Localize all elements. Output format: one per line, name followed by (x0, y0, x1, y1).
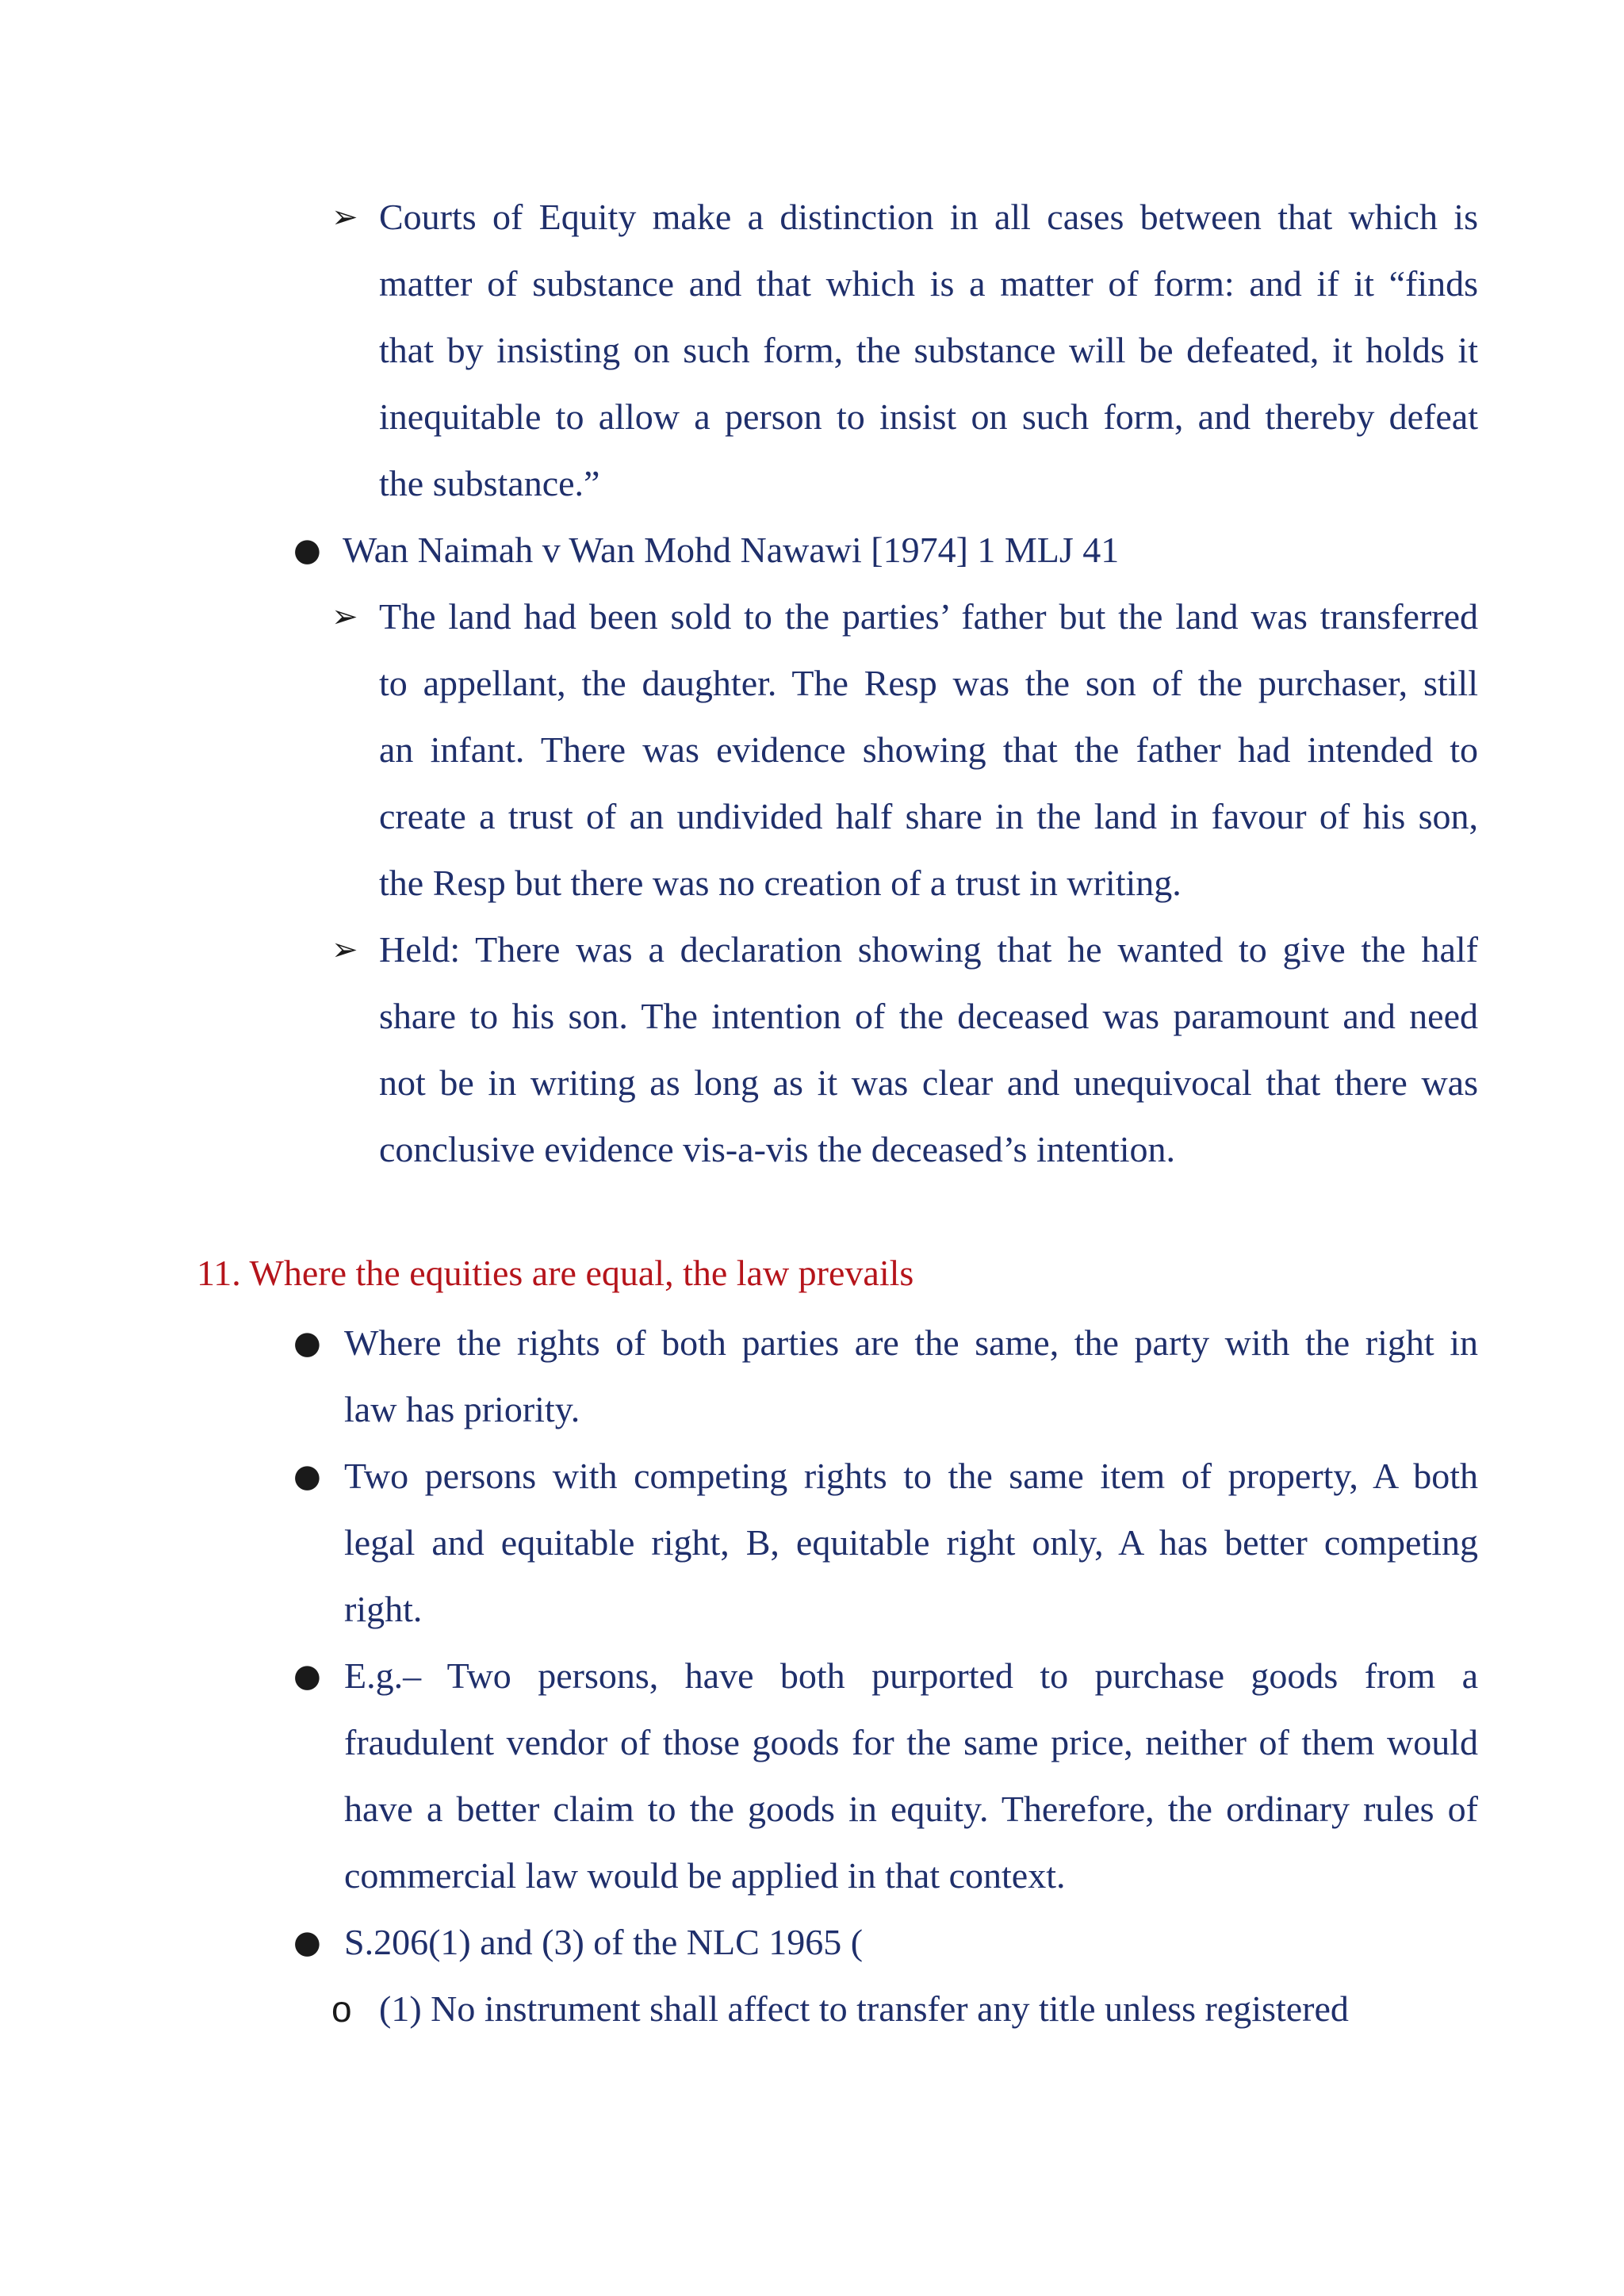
bullet-icon: ● (293, 1924, 321, 1961)
paragraph-line: right. (344, 1589, 423, 1629)
paragraph-line: fraudulent vendor of those goods for the same price, neither of them would (344, 1722, 1478, 1762)
paragraph-line: matter of substance and that which is a matter of form: and if it “finds (379, 263, 1478, 304)
circle-bullet-icon: o (331, 1988, 352, 2030)
arrow-bullet-icon: ➢ (331, 932, 358, 968)
paragraph-line: The land had been sold to the parties’ father but the land was transferred (379, 596, 1478, 637)
paragraph-line: the Resp but there was no creation of a trust in writing. (379, 863, 1182, 903)
bullet-icon: ● (293, 1458, 321, 1494)
paragraph-line: Where the rights of both parties are the same, the party with the right in (344, 1322, 1478, 1363)
paragraph-line: an infant. There was evidence showing that the father had intended to (379, 729, 1478, 770)
paragraph-line: E.g.– Two persons, have both purported to purchase goods from a (344, 1655, 1478, 1696)
bullet-icon: ● (293, 1658, 321, 1694)
arrow-bullet-icon: ➢ (331, 199, 358, 235)
arrow-bullet-icon: ➢ (331, 599, 358, 635)
case-citation: Wan Naimah v Wan Mohd Nawawi [1974] 1 MLJ 41 (343, 530, 1120, 570)
paragraph-line: Courts of Equity make a distinction in all cases between that which is (379, 197, 1478, 237)
paragraph-line: share to his son. The intention of the deceased was paramount and need (379, 996, 1478, 1036)
bullet-icon: ● (293, 532, 321, 568)
paragraph-line: S.206(1) and (3) of the NLC 1965 ( (344, 1922, 864, 1962)
paragraph-line: Held: There was a declaration showing that he wanted to give the half (379, 929, 1478, 970)
paragraph-line: commercial law would be applied in that context. (344, 1855, 1066, 1896)
paragraph-line: law has priority. (344, 1389, 580, 1429)
paragraph-line: (1) No instrument shall affect to transfer any title unless registered (379, 1988, 1349, 2029)
paragraph-line: the substance.” (379, 463, 600, 503)
paragraph-line: that by insisting on such form, the substance will be defeated, it holds it (379, 330, 1478, 370)
bullet-icon: ● (293, 1325, 321, 1361)
paragraph-line: to appellant, the daughter. The Resp was the son of the purchaser, still (379, 663, 1478, 703)
paragraph-line: have a better claim to the goods in equity. Therefore, the ordinary rules of (344, 1789, 1478, 1829)
paragraph-line: not be in writing as long as it was clear and unequivocal that there was (379, 1062, 1478, 1103)
paragraph-line: create a trust of an undivided half share in the land in favour of his son, (379, 796, 1478, 836)
paragraph-line: inequitable to allow a person to insist on such form, and thereby defeat (379, 396, 1478, 437)
paragraph-line: legal and equitable right, B, equitable right only, A has better competing (344, 1522, 1478, 1563)
paragraph-line: conclusive evidence vis-a-vis the deceased’s intention. (379, 1129, 1175, 1169)
paragraph-line: Two persons with competing rights to the same item of property, A both (344, 1456, 1478, 1496)
section-heading: 11. Where the equities are equal, the law prevails (197, 1253, 914, 1293)
